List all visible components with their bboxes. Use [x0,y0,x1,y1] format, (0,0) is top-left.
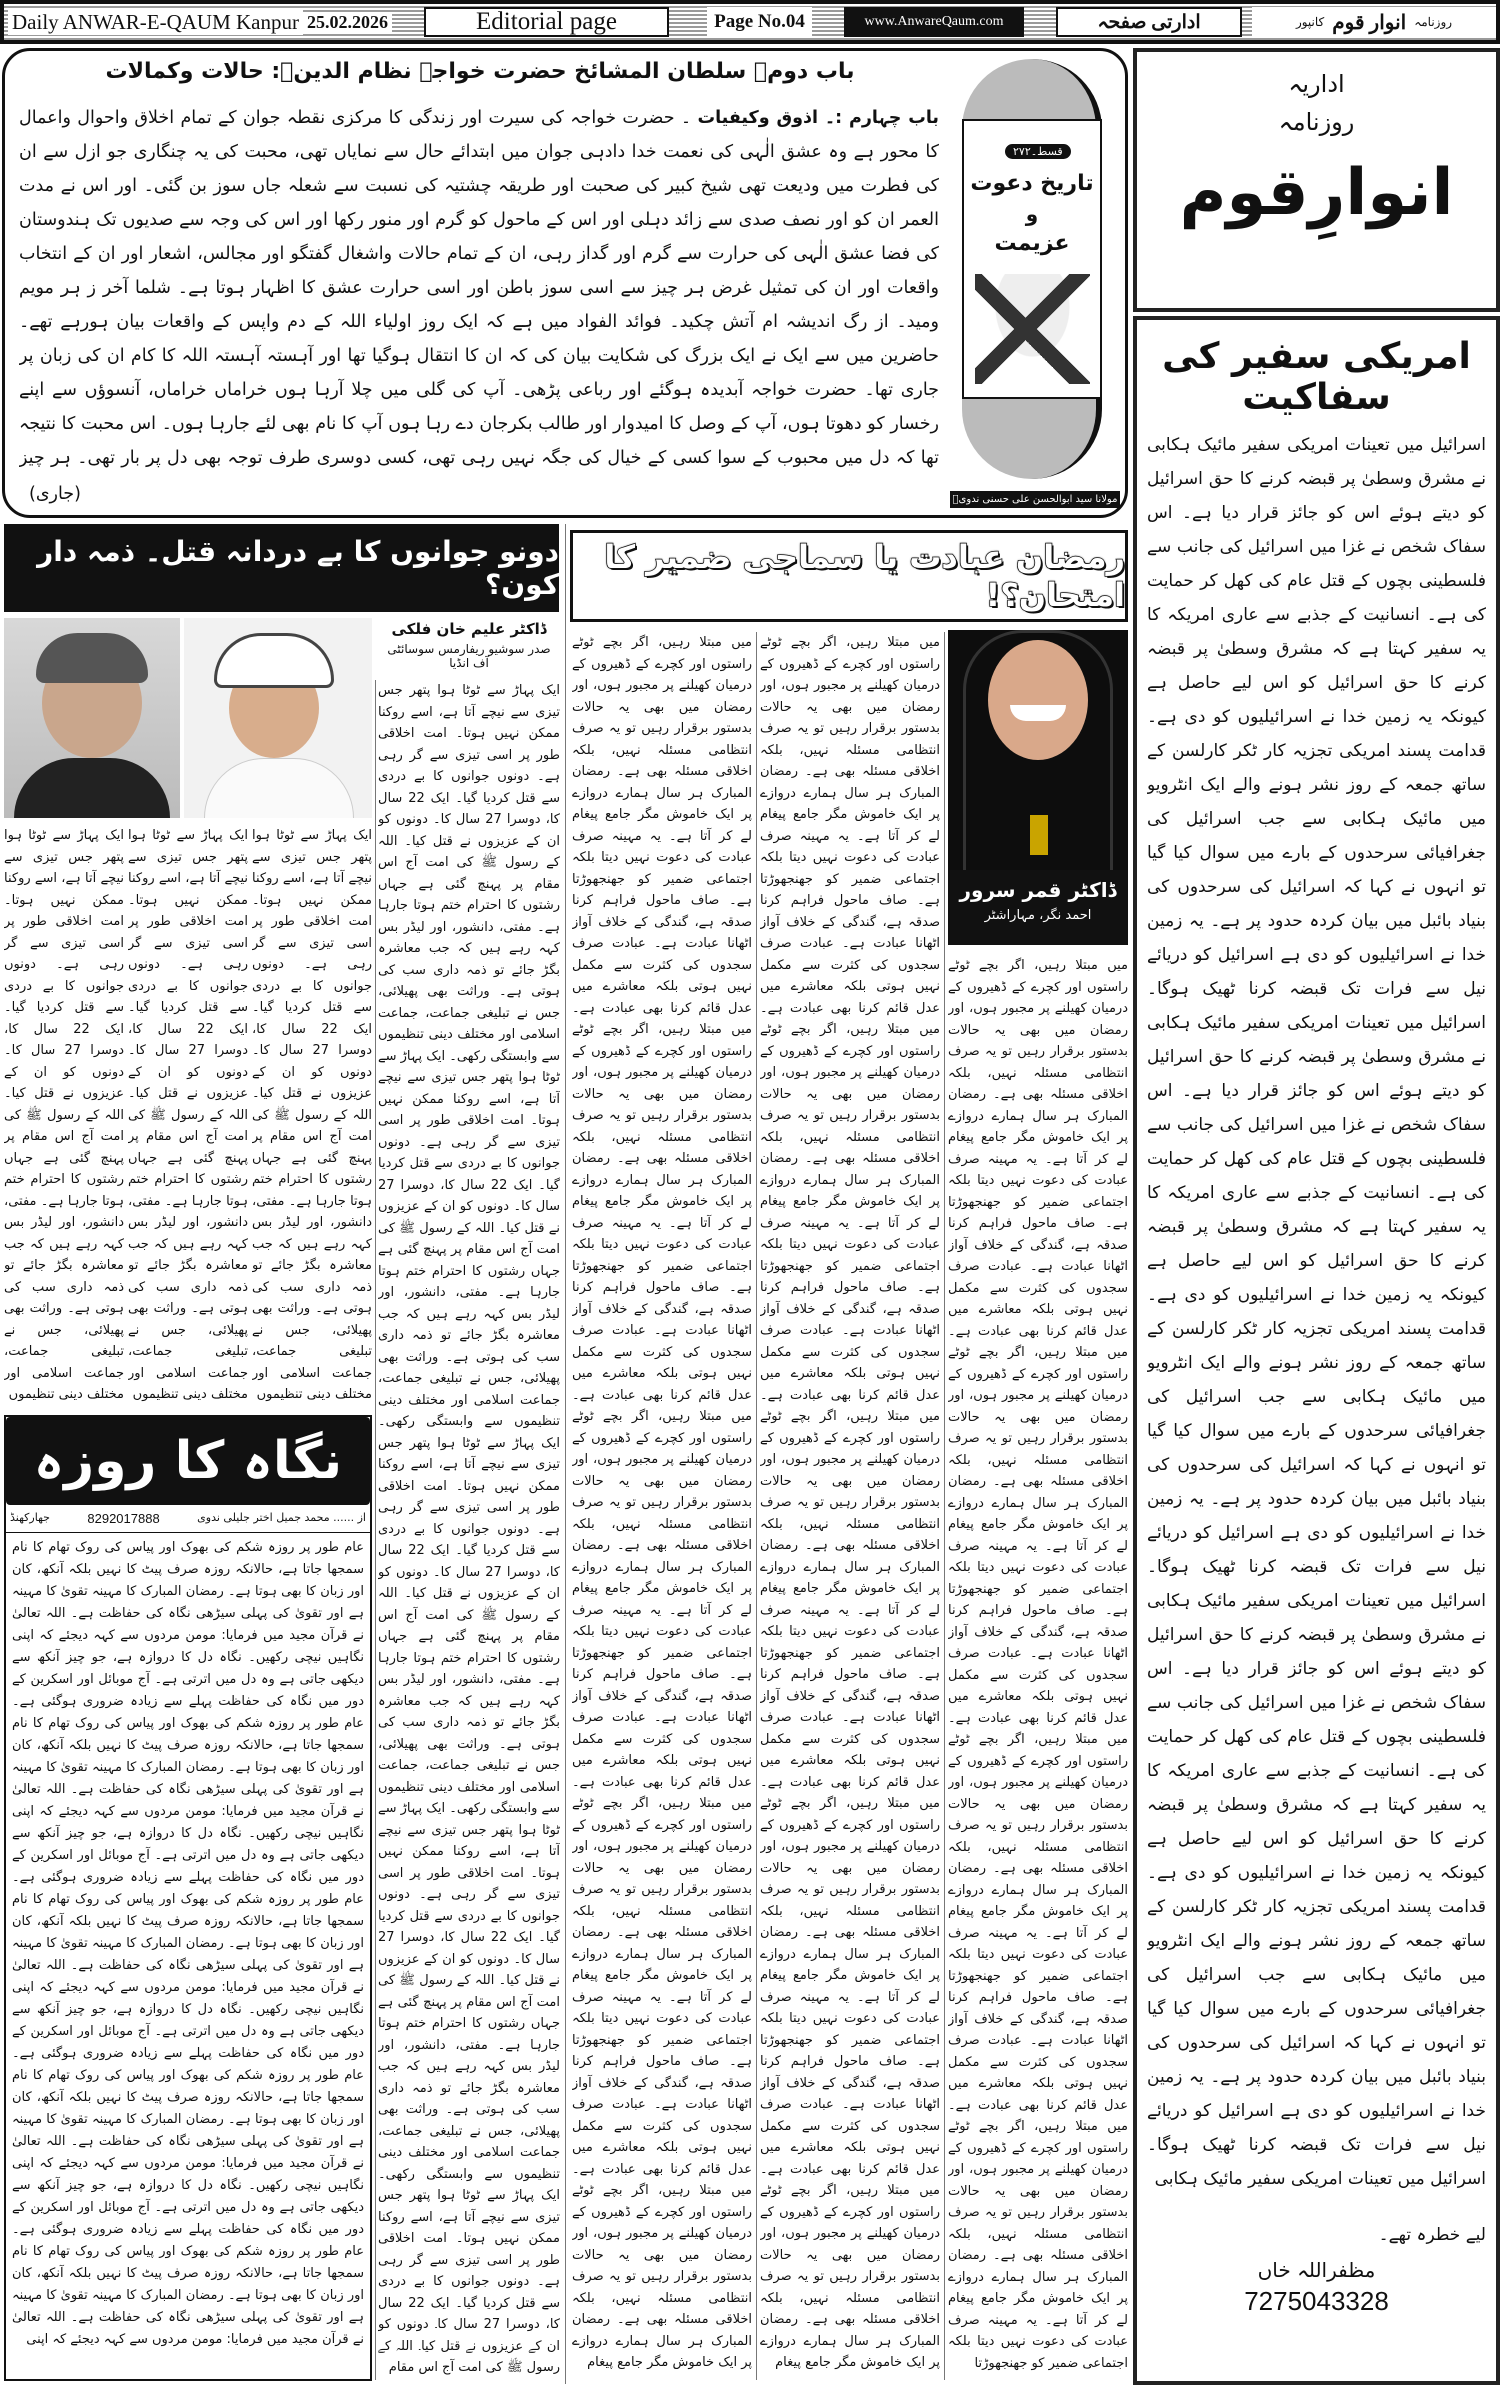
article-text-continued: میں مبتلا رہیں، اگر بچے ٹوٹے راستوں اور کچرے کے ڈھیروں کے درمیان کھیلنے پر مجبور ہوں، اور رمضان میں بھی یہ حالات بدستور برقرار رہیں تو یہ صرف انتظامی مسئلہ نہیں، بلکہ اخلاقی مسئلہ بھی ہے۔ رمضان المبارک ہر سال ہمارے دروازے پر ایک خاموش مگر جامع پیغام لے کر آتا ہے۔ یہ مہینہ صرف عبادت کی دعوت نہیں دیتا بلکہ اجتماعی ضمیر کو جھنجھوڑتا [948,2119,1128,2371]
article-text-continued: عام طور پر روزہ شکم کی بھوک اور پیاس کی روک تھام کا نام سمجھا جاتا ہے، حالانکہ روزہ صرف پیٹ کا نہیں بلکہ آنکھ، کان اور زبان کا بھی ہوتا ہے۔ رمضان المبارک کا مہینہ تقویٰ کا مہینہ ہے اور تقویٰ کی پہلی سیڑھی نگاہ کی حفاظت ہے۔ اللہ تعالیٰ نے قرآن مجید میں فرمایا: مومن مردوں سے کہہ دیجئے کہ اپنی [12,2244,364,2347]
ramadan-article-headline: رمضان عبادت یا سماجی ضمیر کا امتحان؟! [570,530,1128,622]
column-divider [565,524,566,2384]
page-header [0,0,1500,44]
series-author: مولانا سید ابوالحسن علی حسنی ندویؒ [950,491,1120,508]
editorial-phone: 7275043328 [1244,2286,1389,2316]
murder-column-2 [252,825,372,1405]
victim-photo-2 [184,618,372,818]
open-book-image [975,274,1090,384]
serial-article-title: باب دوم۔ سلطان المشائخ حضرت خواجہ نظام الدینؒ: حالات وکمالات [105,59,855,84]
paper-name-date [6,7,394,37]
author-photo [948,630,1128,870]
article-text: عام طور پر روزہ شکم کی بھوک اور پیاس کی روک تھام کا نام سمجھا جاتا ہے، حالانکہ روزہ صرف پیٹ کا نہیں بلکہ آنکھ، کان اور زبان کا بھی ہوتا ہے۔ رمضان المبارک کا مہینہ تقویٰ کا مہینہ ہے اور تقویٰ کی پہلی سیڑھی نگاہ کی حفاظت ہے۔ اللہ تعالیٰ نے قرآن مجید میں فرمایا: مومن مردوں سے کہہ دیجئے کہ اپنی نگاہیں نیچی رکھیں۔ نگاہ دل کا دروازہ ہے، جو چیز آنکھ سے دیکھی جاتی ہے وہ دل میں اترتی ہے۔ آج موبائل اور اسکرین کے دور میں نگاہ کی حفاظت پہلے سے زیادہ ضروری ہوگئی ہے۔ [12,1716,364,1885]
editorial-author: مظفراللہ خاں [1257,2258,1376,2282]
article-text: میں مبتلا رہیں، اگر بچے ٹوٹے راستوں اور کچرے کے ڈھیروں کے درمیان کھیلنے پر مجبور ہوں، اور رمضان میں بھی یہ حالات بدستور برقرار رہیں تو یہ صرف انتظامی مسئلہ نہیں، بلکہ اخلاقی مسئلہ بھی ہے۔ رمضان المبارک ہر سال ہمارے دروازے پر ایک خاموش مگر جامع پیغام لے کر آتا ہے۔ یہ مہینہ صرف عبادت کی دعوت نہیں دیتا بلکہ اجتماعی ضمیر کو جھنجھوڑتا ہے۔ صاف ماحول فراہم کرنا صدقہ ہے، گندگی کے خلاف آواز اٹھانا عبادت ہے۔ عبادت صرف سجدوں کی کثرت سے مکمل نہیں ہوتی بلکہ معاشرے میں عدل قائم کرنا بھی عبادت ہے۔ [760,1409,940,1790]
article-text-continued: ایک پہاڑ سے ٹوٹا ہوا پتھر جس تیزی سے نیچے آتا ہے، اسے روکنا ممکن نہیں ہوتا۔ امت اخلاقی طور پر اسی تیزی سے گر رہی ہے۔ دونوں جوانوں کا بے دردی سے قتل کردیا گیا۔ ایک 22 سال کا، دوسرا 27 سال کا۔ دونوں کو ان کے عزیزوں نے قتل کیا۔ اللہ کے رسول ﷺ کی امت آج اس مقام پر پہنچ گئی ہے جہاں رشتوں کا احترام ختم ہوتا جارہا ہے۔ مفتی، دانشور، اور لیڈر بس کہہ رہے ہیں کہ جب معاشرہ بگڑ جائے تو ذمہ داری سب کی ہوتی ہے۔ وراثت بھی پھیلائی، جس نے تبلیغی جماعت، جماعت اسلامی اور مختلف دینی تنظیموں [252,828,372,1402]
fasting-phone: 8292017888 [87,1511,160,1526]
prefix-ur: روزنامہ [1414,14,1453,29]
article-text: اسرائیل میں تعینات امریکی سفیر مائیک ہکابی نے مشرق وسطیٰ پر قبضہ کرنے کا حق اسرائیل کو دیتے ہوئے اس کو جائز قرار دیا ہے۔ اس سفاک شخص نے غزا میں اسرائیل کی جانب سے فلسطینی بچوں کے قتل عام کی کھل کر حمایت کی ہے۔ انسانیت کے جذبے سے عاری امریکہ کا یہ سفیر کہتا ہے کہ مشرق وسطیٰ پر قبضہ کرنے کا حق اسرائیل کو اس لیے حاصل ہے کیونکہ یہ زمین خدا نے اسرائیلیوں کو دی ہے۔ قدامت پسند امریکی تجزیہ کار ٹکر کارلسن کے ساتھ جمعہ کے روز نشر ہونے والے ایک انٹرویو میں مائیک ہکابی سے جب اسرائیل کی جغرافیائی سرحدوں کے بارے میں سوال کیا گیا تو انہوں نے کہا کہ اسرائیل کی سرحدوں کی بنیاد بائبل میں بیان کردہ حدود پر ہے۔ یہ زمین خدا نے اسرائیلیوں کو دی ہے اسرائیل کو دریائے نیل سے فرات تک قبضہ کرنا ٹھیک ہوگا۔ [1147,435,1486,999]
section-label-en: Editorial page [424,7,669,37]
ramadan-column-3 [572,632,752,2380]
masthead-strip [1252,7,1496,37]
article-text: ایک پہاڑ سے ٹوٹا ہوا پتھر جس تیزی سے نیچے آتا ہے، اسے روکنا ممکن نہیں ہوتا۔ امت اخلاقی طور پر اسی تیزی سے گر رہی ہے۔ دونوں جوانوں کا بے دردی سے قتل کردیا گیا۔ ایک 22 سال کا، دوسرا 27 سال کا۔ دونوں کو ان کے عزیزوں نے قتل کیا۔ اللہ کے رسول ﷺ کی امت آج اس مقام پر پہنچ گئی ہے جہاں رشتوں کا احترام ختم ہوتا جارہا ہے۔ مفتی، دانشور، اور لیڈر بس کہہ رہے ہیں کہ جب معاشرہ بگڑ جائے تو ذمہ داری سب کی ہوتی ہے۔ وراثت بھی پھیلائی، جس نے تبلیغی جماعت، جماعت اسلامی اور مختلف دینی تنظیموں سے وابستگی رکھی۔ [378,1048,560,1429]
editorial-title: امریکی سفیر کی سفاکیت [1162,336,1471,418]
murder-article-headline: دونو جوانوں کا بے دردانہ قتل۔ ذمہ دار کون؟ [4,524,559,612]
article-text: میں مبتلا رہیں، اگر بچے ٹوٹے راستوں اور کچرے کے ڈھیروں کے درمیان کھیلنے پر مجبور ہوں، اور رمضان میں بھی یہ حالات بدستور برقرار رہیں تو یہ صرف انتظامی مسئلہ نہیں، بلکہ اخلاقی مسئلہ بھی ہے۔ رمضان المبارک ہر سال ہمارے دروازے پر ایک خاموش مگر جامع پیغام لے کر آتا ہے۔ یہ مہینہ صرف عبادت کی دعوت نہیں دیتا بلکہ اجتماعی ضمیر کو جھنجھوڑتا ہے۔ صاف ماحول فراہم کرنا صدقہ ہے، گندگی کے خلاف آواز اٹھانا عبادت ہے۔ عبادت صرف سجدوں کی کثرت سے مکمل نہیں ہوتی بلکہ معاشرے میں عدل قائم کرنا بھی عبادت ہے۔ [572,635,752,1016]
article-text-continued: اسرائیل میں تعینات امریکی سفیر مائیک ہکابی [1154,2169,1486,2189]
editorial-article [1133,316,1500,2385]
article-text: ایک پہاڑ سے ٹوٹا ہوا پتھر جس تیزی سے نیچے آتا ہے، اسے روکنا ممکن نہیں ہوتا۔ امت اخلاقی طور پر اسی تیزی سے گر رہی ہے۔ دونوں جوانوں کا بے دردی سے قتل کردیا گیا۔ ایک 22 سال کا، دوسرا 27 سال کا۔ دونوں کو ان کے عزیزوں نے قتل کیا۔ اللہ کے رسول ﷺ کی امت آج اس مقام پر پہنچ گئی ہے جہاں رشتوں کا احترام ختم ہوتا جارہا ہے۔ مفتی، دانشور، اور لیڈر بس کہہ رہے ہیں کہ جب معاشرہ بگڑ جائے تو ذمہ داری سب کی ہوتی ہے۔ وراثت بھی پھیلائی، جس نے تبلیغی جماعت، جماعت اسلامی اور مختلف دینی تنظیموں سے وابستگی رکھی۔ [378,683,560,1064]
murder-column-4 [4,825,124,1405]
article-text: اسرائیل میں تعینات امریکی سفیر مائیک ہکابی نے مشرق وسطیٰ پر قبضہ کرنے کا حق اسرائیل کو دیتے ہوئے اس کو جائز قرار دیا ہے۔ اس سفاک شخص نے غزا میں اسرائیل کی جانب سے فلسطینی بچوں کے قتل عام کی کھل کر حمایت کی ہے۔ انسانیت کے جذبے سے عاری امریکہ کا یہ سفیر کہتا ہے کہ مشرق وسطیٰ پر قبضہ کرنے کا حق اسرائیل کو اس لیے حاصل ہے کیونکہ یہ زمین خدا نے اسرائیلیوں کو دی ہے۔ قدامت پسند امریکی تجزیہ کار ٹکر کارلسن کے ساتھ جمعہ کے روز نشر ہونے والے ایک انٹرویو میں مائیک ہکابی سے جب اسرائیل کی جغرافیائی سرحدوں کے بارے میں سوال کیا گیا تو انہوں نے کہا کہ اسرائیل کی سرحدوں کی بنیاد بائبل میں بیان کردہ حدود پر ہے۔ یہ زمین خدا نے اسرائیلیوں کو دی ہے اسرائیل کو دریائے نیل سے فرات تک قبضہ کرنا ٹھیک ہوگا۔ [1147,1013,1486,1577]
article-text: میں مبتلا رہیں، اگر بچے ٹوٹے راستوں اور کچرے کے ڈھیروں کے درمیان کھیلنے پر مجبور ہوں، اور رمضان میں بھی یہ حالات بدستور برقرار رہیں تو یہ صرف انتظامی مسئلہ نہیں، بلکہ اخلاقی مسئلہ بھی ہے۔ رمضان المبارک ہر سال ہمارے دروازے پر ایک خاموش مگر جامع پیغام لے کر آتا ہے۔ یہ مہینہ صرف عبادت کی دعوت نہیں دیتا بلکہ اجتماعی ضمیر کو جھنجھوڑتا ہے۔ صاف ماحول فراہم کرنا صدقہ ہے، گندگی کے خلاف آواز اٹھانا عبادت ہے۔ عبادت صرف سجدوں کی کثرت سے مکمل نہیں ہوتی بلکہ معاشرے میں عدل قائم کرنا بھی عبادت ہے۔ [948,1732,1128,2113]
series-title-line3: عزیمت [994,231,1070,256]
ramadan-author-location: احمد نگر، مہاراشٹر [984,908,1092,923]
section-label-ur: ادارتی صفحہ [1056,7,1242,37]
article-text: میں مبتلا رہیں، اگر بچے ٹوٹے راستوں اور کچرے کے ڈھیروں کے درمیان کھیلنے پر مجبور ہوں، اور رمضان میں بھی یہ حالات بدستور برقرار رہیں تو یہ صرف انتظامی مسئلہ نہیں، بلکہ اخلاقی مسئلہ بھی ہے۔ رمضان المبارک ہر سال ہمارے دروازے پر ایک خاموش مگر جامع پیغام لے کر آتا ہے۔ یہ مہینہ صرف عبادت کی دعوت نہیں دیتا بلکہ اجتماعی ضمیر کو جھنجھوڑتا ہے۔ صاف ماحول فراہم کرنا صدقہ ہے، گندگی کے خلاف آواز اٹھانا عبادت ہے۔ عبادت صرف سجدوں کی کثرت سے مکمل نہیں ہوتی بلکہ معاشرے میں عدل قائم کرنا بھی عبادت ہے۔ [760,635,940,1016]
series-title-line2: و [1025,202,1039,226]
masthead-sub: روزنامہ [1278,108,1355,136]
city-ur: کانپور [1295,14,1325,29]
fasting-place: جھارکھنڈ [10,1511,50,1524]
article-text: میں مبتلا رہیں، اگر بچے ٹوٹے راستوں اور کچرے کے ڈھیروں کے درمیان کھیلنے پر مجبور ہوں، اور رمضان میں بھی یہ حالات بدستور برقرار رہیں تو یہ صرف انتظامی مسئلہ نہیں، بلکہ اخلاقی مسئلہ بھی ہے۔ رمضان المبارک ہر سال ہمارے دروازے پر ایک خاموش مگر جامع پیغام لے کر آتا ہے۔ یہ مہینہ صرف عبادت کی دعوت نہیں دیتا بلکہ اجتماعی ضمیر کو جھنجھوڑتا ہے۔ صاف ماحول فراہم کرنا صدقہ ہے، گندگی کے خلاف آواز اٹھانا عبادت ہے۔ عبادت صرف سجدوں کی کثرت سے مکمل نہیں ہوتی بلکہ معاشرے میں عدل قائم کرنا بھی عبادت ہے۔ [948,1345,1128,1726]
editorial-ending: لیے خطرہ تھے۔ [1378,2225,1486,2245]
article-text: عام طور پر روزہ شکم کی بھوک اور پیاس کی روک تھام کا نام سمجھا جاتا ہے، حالانکہ روزہ صرف پیٹ کا نہیں بلکہ آنکھ، کان اور زبان کا بھی ہوتا ہے۔ رمضان المبارک کا مہینہ تقویٰ کا مہینہ ہے اور تقویٰ کی پہلی سیڑھی نگاہ کی حفاظت ہے۔ اللہ تعالیٰ نے قرآن مجید میں فرمایا: مومن مردوں سے کہہ دیجئے کہ اپنی نگاہیں نیچی رکھیں۔ نگاہ دل کا دروازہ ہے، جو چیز آنکھ سے دیکھی جاتی ہے وہ دل میں اترتی ہے۔ آج موبائل اور اسکرین کے دور میں نگاہ کی حفاظت پہلے سے زیادہ ضروری ہوگئی ہے۔ [12,1540,364,1709]
fasting-article-title: نگاہ کا روزہ [6,1417,370,1505]
murder-byline [378,620,560,670]
column-divider [756,632,757,2380]
website-link[interactable]: www.AnwareQaum.com [844,7,1024,37]
series-title-line1: تاریخ دعوت [970,171,1094,196]
column-divider [375,680,376,2380]
ramadan-column-1 [948,955,1128,2380]
article-text: میں مبتلا رہیں، اگر بچے ٹوٹے راستوں اور کچرے کے ڈھیروں کے درمیان کھیلنے پر مجبور ہوں، اور رمضان میں بھی یہ حالات بدستور برقرار رہیں تو یہ صرف انتظامی مسئلہ نہیں، بلکہ اخلاقی مسئلہ بھی ہے۔ رمضان المبارک ہر سال ہمارے دروازے پر ایک خاموش مگر جامع پیغام لے کر آتا ہے۔ یہ مہینہ صرف عبادت کی دعوت نہیں دیتا بلکہ اجتماعی ضمیر کو جھنجھوڑتا ہے۔ صاف ماحول فراہم کرنا صدقہ ہے، گندگی کے خلاف آواز اٹھانا عبادت ہے۔ عبادت صرف سجدوں کی کثرت سے مکمل نہیں ہوتی بلکہ معاشرے میں عدل قائم کرنا بھی عبادت ہے۔ [760,1022,940,1403]
paper-name-ur: انوار قوم [1332,11,1407,34]
column-divider [944,632,945,2380]
ramadan-author: ڈاکٹر قمر سرور [959,878,1117,902]
fasting-article [4,1415,372,2381]
article-text: میں مبتلا رہیں، اگر بچے ٹوٹے راستوں اور کچرے کے ڈھیروں کے درمیان کھیلنے پر مجبور ہوں، اور رمضان میں بھی یہ حالات بدستور برقرار رہیں تو یہ صرف انتظامی مسئلہ نہیں، بلکہ اخلاقی مسئلہ بھی ہے۔ رمضان المبارک ہر سال ہمارے دروازے پر ایک خاموش مگر جامع پیغام لے کر آتا ہے۔ یہ مہینہ صرف عبادت کی دعوت نہیں دیتا بلکہ اجتماعی ضمیر کو جھنجھوڑتا ہے۔ صاف ماحول فراہم کرنا صدقہ ہے، گندگی کے خلاف آواز اٹھانا عبادت ہے۔ عبادت صرف سجدوں کی کثرت سے مکمل نہیں ہوتی بلکہ معاشرے میں عدل قائم کرنا بھی عبادت ہے۔ [572,1796,752,2177]
fasting-author: محمد جمیل اختر جلیلی ندوی [197,1511,330,1524]
article-text: میں مبتلا رہیں، اگر بچے ٹوٹے راستوں اور کچرے کے ڈھیروں کے درمیان کھیلنے پر مجبور ہوں، اور رمضان میں بھی یہ حالات بدستور برقرار رہیں تو یہ صرف انتظامی مسئلہ نہیں، بلکہ اخلاقی مسئلہ بھی ہے۔ رمضان المبارک ہر سال ہمارے دروازے پر ایک خاموش مگر جامع پیغام لے کر آتا ہے۔ یہ مہینہ صرف عبادت کی دعوت نہیں دیتا بلکہ اجتماعی ضمیر کو جھنجھوڑتا ہے۔ صاف ماحول فراہم کرنا صدقہ ہے، گندگی کے خلاف آواز اٹھانا عبادت ہے۔ عبادت صرف سجدوں کی کثرت سے مکمل نہیں ہوتی بلکہ معاشرے میں عدل قائم کرنا بھی عبادت ہے۔ [948,958,1128,1339]
editorial-masthead [1133,48,1500,312]
serial-article-text: ۔ حضرت خواجہ کی سیرت اور زندگی کا مرکزی نقطہ جوان کے تمام اخلاق واحوال واعمال کا محور ہے وہ عشق الٰہی کی نعمت خدا دادہی جوان میں ابتدائے حال سے نمایاں تھی، محبت کی یہ چنگاری جو ازل سے ان کی فطرت میں ودیعت تھی شیخ کبیر کی صحبت اور طریقہ چشتیہ کی نسبت سے شعلہ جاں سوز بن گئی۔ اور اس نے مدت العمر ان کو اور نصف صدی سے زائد دہلی اور اس کے ماحول کو گرم اور منور رکھا اور اس کی وجہ سے صدیوں تک ہندوستان کی فضا عشق الٰہی کی حرارت سے گرم اور گداز رہی، ان کے تمام حالات واشغال گفتگو اور مجالس، اشعار اور ان کے انتخاب واقعات اور ان کی تمثیل غرض ہر چیز سے اسی سوز باطن اور اسی حرارت عشق کا اظہار ہوتا ہے۔ شلما آخر ز ہر مویم ومید۔ از رگ اندیشہ ام آتش چکید۔ فوائد الفواد میں ہے کہ ایک روز اولیاء اللہ کے دم واپس کے واقعات بیان ہورہے تھے۔ حاضرین میں سے ایک نے ایک بزرگ کی شکایت بیان کی کہ ان کا انتقال ہوگیا تھا اور آہستہ آہستہ اللہ کا کام ان کی زبان پر جاری تھا۔ حضرت خواجہ آبدیدہ ہوگئے اور رباعی پڑھی۔ آپ کی گلی میں چلا آرہا ہوں خراماں خراماں، آنسوؤں سے اپنے رخسار کو دھوتا ہوں، آپ کے وصل کا امیدوار اور طالب بکرجان دے رہا ہوں آپ کا نام بھی لئے جارہا ہوں۔ اس محبت کا نتیجہ تھا کہ دل میں محبوب کے سوا کسی کے خیال کی جگہ نہیں رہی تھی، کسی دوسری طرف توجہ بھی دل پر بار تھی۔ ہر چیز [19,108,939,468]
serial-article-lead: باب چہارم :۔ اذوق وکیفیات [697,108,939,128]
article-text-continued: میں مبتلا رہیں، اگر بچے ٹوٹے راستوں اور کچرے کے ڈھیروں کے درمیان کھیلنے پر مجبور ہوں، اور رمضان میں بھی یہ حالات بدستور برقرار رہیں تو یہ صرف انتظامی مسئلہ نہیں، بلکہ اخلاقی مسئلہ بھی ہے۔ رمضان المبارک ہر سال ہمارے دروازے پر ایک خاموش مگر جامع پیغام [760,2183,940,2370]
article-text: میں مبتلا رہیں، اگر بچے ٹوٹے راستوں اور کچرے کے ڈھیروں کے درمیان کھیلنے پر مجبور ہوں، اور رمضان میں بھی یہ حالات بدستور برقرار رہیں تو یہ صرف انتظامی مسئلہ نہیں، بلکہ اخلاقی مسئلہ بھی ہے۔ رمضان المبارک ہر سال ہمارے دروازے پر ایک خاموش مگر جامع پیغام لے کر آتا ہے۔ یہ مہینہ صرف عبادت کی دعوت نہیں دیتا بلکہ اجتماعی ضمیر کو جھنجھوڑتا ہے۔ صاف ماحول فراہم کرنا صدقہ ہے، گندگی کے خلاف آواز اٹھانا عبادت ہے۔ عبادت صرف سجدوں کی کثرت سے مکمل نہیں ہوتی بلکہ معاشرے میں عدل قائم کرنا بھی عبادت ہے۔ [760,1796,940,2177]
article-text-continued: ایک پہاڑ سے ٹوٹا ہوا پتھر جس تیزی سے نیچے آتا ہے، اسے روکنا ممکن نہیں ہوتا۔ امت اخلاقی طور پر اسی تیزی سے گر رہی ہے۔ دونوں جوانوں کا بے دردی سے قتل کردیا گیا۔ ایک 22 سال کا، دوسرا 27 سال کا۔ دونوں کو ان کے عزیزوں نے قتل کیا۔ اللہ کے رسول ﷺ کی امت آج اس مقام [378,2188,560,2375]
fasting-byline: از ...... محمد جمیل اختر جلیلی ندوی 8292017888 جھارکھنڈ [6,1505,370,1533]
fasting-body [6,1533,370,2373]
article-text: عام طور پر روزہ شکم کی بھوک اور پیاس کی روک تھام کا نام سمجھا جاتا ہے، حالانکہ روزہ صرف پیٹ کا نہیں بلکہ آنکھ، کان اور زبان کا بھی ہوتا ہے۔ رمضان المبارک کا مہینہ تقویٰ کا مہینہ ہے اور تقویٰ کی پہلی سیڑھی نگاہ کی حفاظت ہے۔ اللہ تعالیٰ نے قرآن مجید میں فرمایا: مومن مردوں سے کہہ دیجئے کہ اپنی نگاہیں نیچی رکھیں۔ نگاہ دل کا دروازہ ہے، جو چیز آنکھ سے دیکھی جاتی ہے وہ دل میں اترتی ہے۔ آج موبائل اور اسکرین کے دور میں نگاہ کی حفاظت پہلے سے زیادہ ضروری ہوگئی ہے۔ [12,2068,364,2237]
series-episode-badge: قسط۔۲۷۲ [1005,144,1071,159]
victim-photo-1 [4,618,180,818]
article-text: اسرائیل میں تعینات امریکی سفیر مائیک ہکابی نے مشرق وسطیٰ پر قبضہ کرنے کا حق اسرائیل کو دیتے ہوئے اس کو جائز قرار دیا ہے۔ اس سفاک شخص نے غزا میں اسرائیل کی جانب سے فلسطینی بچوں کے قتل عام کی کھل کر حمایت کی ہے۔ انسانیت کے جذبے سے عاری امریکہ کا یہ سفیر کہتا ہے کہ مشرق وسطیٰ پر قبضہ کرنے کا حق اسرائیل کو اس لیے حاصل ہے کیونکہ یہ زمین خدا نے اسرائیلیوں کو دی ہے۔ قدامت پسند امریکی تجزیہ کار ٹکر کارلسن کے ساتھ جمعہ کے روز نشر ہونے والے ایک انٹرویو میں مائیک ہکابی سے جب اسرائیل کی جغرافیائی سرحدوں کے بارے میں سوال کیا گیا تو انہوں نے کہا کہ اسرائیل کی سرحدوں کی بنیاد بائبل میں بیان کردہ حدود پر ہے۔ یہ زمین خدا نے اسرائیلیوں کو دی ہے اسرائیل کو دریائے نیل سے فرات تک قبضہ کرنا ٹھیک ہوگا۔ [1147,1591,1486,2155]
by-prefix: از [357,1511,366,1524]
murder-author-title: صدر سوشیو ریفارمس سوسائٹی آف انڈیا [387,642,551,670]
article-text-continued: ایک پہاڑ سے ٹوٹا ہوا پتھر جس تیزی سے نیچے آتا ہے، اسے روکنا ممکن نہیں ہوتا۔ امت اخلاقی طور پر اسی تیزی سے گر رہی ہے۔ دونوں جوانوں کا بے دردی سے قتل کردیا گیا۔ ایک 22 سال کا، دوسرا 27 سال کا۔ دونوں کو ان کے عزیزوں نے قتل کیا۔ اللہ کے رسول ﷺ کی امت آج اس مقام پر پہنچ گئی ہے جہاں رشتوں کا احترام ختم ہوتا جارہا ہے۔ مفتی، دانشور، اور لیڈر بس کہہ رہے ہیں کہ جب معاشرہ بگڑ جائے تو ذمہ داری سب کی ہوتی ہے۔ وراثت بھی پھیلائی، جس نے تبلیغی جماعت، جماعت اسلامی اور مختلف دینی تنظیموں [4,828,124,1402]
author-caption [948,870,1128,945]
article-text: میں مبتلا رہیں، اگر بچے ٹوٹے راستوں اور کچرے کے ڈھیروں کے درمیان کھیلنے پر مجبور ہوں، اور رمضان میں بھی یہ حالات بدستور برقرار رہیں تو یہ صرف انتظامی مسئلہ نہیں، بلکہ اخلاقی مسئلہ بھی ہے۔ رمضان المبارک ہر سال ہمارے دروازے پر ایک خاموش مگر جامع پیغام لے کر آتا ہے۔ یہ مہینہ صرف عبادت کی دعوت نہیں دیتا بلکہ اجتماعی ضمیر کو جھنجھوڑتا ہے۔ صاف ماحول فراہم کرنا صدقہ ہے، گندگی کے خلاف آواز اٹھانا عبادت ہے۔ عبادت صرف سجدوں کی کثرت سے مکمل نہیں ہوتی بلکہ معاشرے میں عدل قائم کرنا بھی عبادت ہے۔ [572,1409,752,1790]
murder-column-3 [128,825,248,1405]
article-text: میں مبتلا رہیں، اگر بچے ٹوٹے راستوں اور کچرے کے ڈھیروں کے درمیان کھیلنے پر مجبور ہوں، اور رمضان میں بھی یہ حالات بدستور برقرار رہیں تو یہ صرف انتظامی مسئلہ نہیں، بلکہ اخلاقی مسئلہ بھی ہے۔ رمضان المبارک ہر سال ہمارے دروازے پر ایک خاموش مگر جامع پیغام لے کر آتا ہے۔ یہ مہینہ صرف عبادت کی دعوت نہیں دیتا بلکہ اجتماعی ضمیر کو جھنجھوڑتا ہے۔ صاف ماحول فراہم کرنا صدقہ ہے، گندگی کے خلاف آواز اٹھانا عبادت ہے۔ عبادت صرف سجدوں کی کثرت سے مکمل نہیں ہوتی بلکہ معاشرے میں عدل قائم کرنا بھی عبادت ہے۔ [572,1022,752,1403]
serial-article [2,48,1128,518]
masthead-title: انوارِقوم [1179,156,1454,230]
ramadan-column-2 [760,632,940,2380]
page-number: Page No.04 [707,7,812,37]
article-text: عام طور پر روزہ شکم کی بھوک اور پیاس کی روک تھام کا نام سمجھا جاتا ہے، حالانکہ روزہ صرف پیٹ کا نہیں بلکہ آنکھ، کان اور زبان کا بھی ہوتا ہے۔ رمضان المبارک کا مہینہ تقویٰ کا مہینہ ہے اور تقویٰ کی پہلی سیڑھی نگاہ کی حفاظت ہے۔ اللہ تعالیٰ نے قرآن مجید میں فرمایا: مومن مردوں سے کہہ دیجئے کہ اپنی نگاہیں نیچی رکھیں۔ نگاہ دل کا دروازہ ہے، جو چیز آنکھ سے دیکھی جاتی ہے وہ دل میں اترتی ہے۔ آج موبائل اور اسکرین کے دور میں نگاہ کی حفاظت پہلے سے زیادہ ضروری ہوگئی ہے۔ [12,1892,364,2061]
article-text: ایک پہاڑ سے ٹوٹا ہوا پتھر جس تیزی سے نیچے آتا ہے، اسے روکنا ممکن نہیں ہوتا۔ امت اخلاقی طور پر اسی تیزی سے گر رہی ہے۔ دونوں جوانوں کا بے دردی سے قتل کردیا گیا۔ ایک 22 سال کا، دوسرا 27 سال کا۔ دونوں کو ان کے عزیزوں نے قتل کیا۔ اللہ کے رسول ﷺ کی امت آج اس مقام پر پہنچ گئی ہے جہاں رشتوں کا احترام ختم ہوتا جارہا ہے۔ مفتی، دانشور، اور لیڈر بس کہہ رہے ہیں کہ جب معاشرہ بگڑ جائے تو ذمہ داری سب کی ہوتی ہے۔ وراثت بھی پھیلائی، جس نے تبلیغی جماعت، جماعت اسلامی اور مختلف دینی تنظیموں سے وابستگی رکھی۔ [378,1801,560,2182]
serial-article-body [19,101,939,475]
continued-label: (جاری) [25,477,85,511]
murder-author: ڈاکٹر علیم خان فلکی [391,620,547,638]
series-cover [950,59,1120,514]
editorial-body [1147,428,1486,2218]
article-text-continued: ایک پہاڑ سے ٹوٹا ہوا پتھر جس تیزی سے نیچے آتا ہے، اسے روکنا ممکن نہیں ہوتا۔ امت اخلاقی طور پر اسی تیزی سے گر رہی ہے۔ دونوں جوانوں کا بے دردی سے قتل کردیا گیا۔ ایک 22 سال کا، دوسرا 27 سال کا۔ دونوں کو ان کے عزیزوں نے قتل کیا۔ اللہ کے رسول ﷺ کی امت آج اس مقام پر پہنچ گئی ہے جہاں رشتوں کا احترام ختم ہوتا جارہا ہے۔ مفتی، دانشور، اور لیڈر بس کہہ رہے ہیں کہ جب معاشرہ بگڑ جائے تو ذمہ داری سب کی ہوتی ہے۔ وراثت بھی پھیلائی، جس نے تبلیغی جماعت، جماعت اسلامی اور مختلف دینی تنظیموں [128,828,248,1402]
murder-column-1 [378,680,560,2380]
article-text: ایک پہاڑ سے ٹوٹا ہوا پتھر جس تیزی سے نیچے آتا ہے، اسے روکنا ممکن نہیں ہوتا۔ امت اخلاقی طور پر اسی تیزی سے گر رہی ہے۔ دونوں جوانوں کا بے دردی سے قتل کردیا گیا۔ ایک 22 سال کا، دوسرا 27 سال کا۔ دونوں کو ان کے عزیزوں نے قتل کیا۔ اللہ کے رسول ﷺ کی امت آج اس مقام پر پہنچ گئی ہے جہاں رشتوں کا احترام ختم ہوتا جارہا ہے۔ مفتی، دانشور، اور لیڈر بس کہہ رہے ہیں کہ جب معاشرہ بگڑ جائے تو ذمہ داری سب کی ہوتی ہے۔ وراثت بھی پھیلائی، جس نے تبلیغی جماعت، جماعت اسلامی اور مختلف دینی تنظیموں سے وابستگی رکھی۔ [378,1435,560,1816]
paper-name-en: Daily ANWAR-E-QAUM Kanpur [8,10,303,35]
issue-date: 25.02.2026 [303,12,392,33]
masthead-label: اداریہ [1288,70,1345,98]
article-text-continued: میں مبتلا رہیں، اگر بچے ٹوٹے راستوں اور کچرے کے ڈھیروں کے درمیان کھیلنے پر مجبور ہوں، اور رمضان میں بھی یہ حالات بدستور برقرار رہیں تو یہ صرف انتظامی مسئلہ نہیں، بلکہ اخلاقی مسئلہ بھی ہے۔ رمضان المبارک ہر سال ہمارے دروازے پر ایک خاموش مگر جامع پیغام [572,2183,752,2370]
